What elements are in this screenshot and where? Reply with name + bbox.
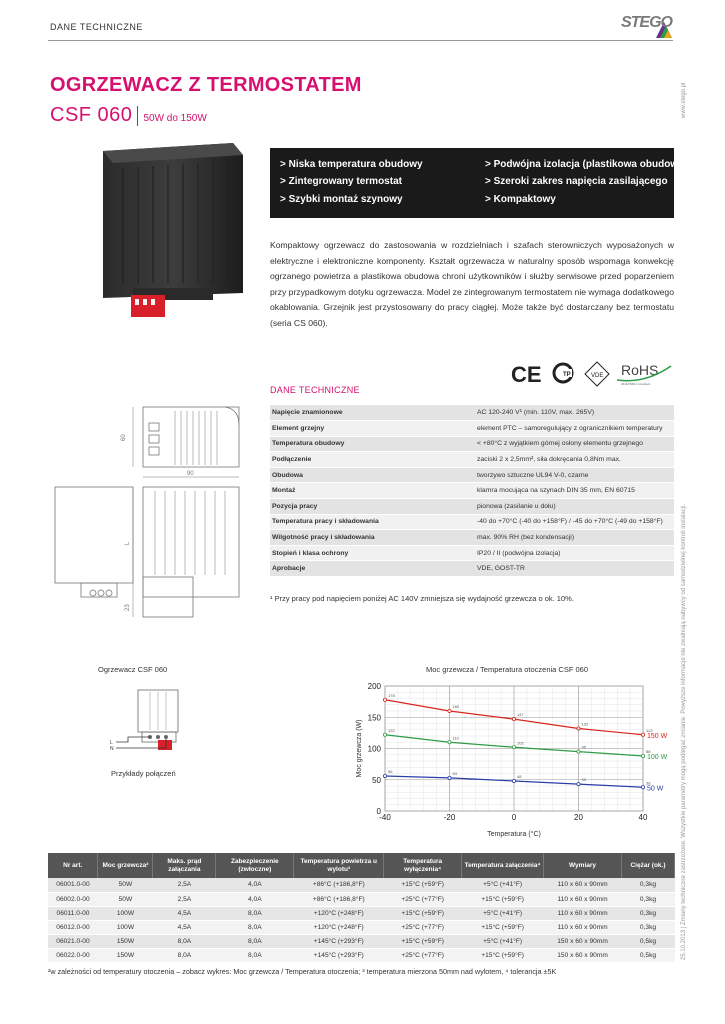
tech-value: AC 120-240 V¹ (min. 110V, max. 265V)	[475, 405, 674, 421]
y-axis-label: Moc grzewcza (W)	[356, 719, 363, 778]
table-cell: 0,3kg	[621, 892, 674, 906]
data-point	[448, 776, 451, 779]
svg-text:RoHS: RoHS	[621, 362, 659, 378]
table-cell: +86°C (+186,8°F)	[294, 878, 384, 892]
power-range: 50W do 150W	[143, 113, 207, 124]
table-cell: 2,5A	[153, 892, 216, 906]
svg-text:N: N	[110, 746, 114, 752]
y-tick-label: 200	[367, 682, 381, 691]
data-label: 48	[517, 774, 522, 779]
tech-row	[270, 452, 674, 468]
table-cell: 4,5A	[153, 906, 216, 920]
tech-key: Obudowa	[270, 467, 475, 483]
table-cell: 50W	[98, 892, 153, 906]
table-cell: +15°C (+59°F)	[384, 934, 462, 948]
tech-key: Pozycja pracy	[270, 499, 475, 515]
table-cell: 110 x 60 x 90mm	[544, 906, 622, 920]
table-cell: 2,5A	[153, 878, 216, 892]
table-cell: 8,0A	[216, 948, 294, 962]
tech-key: Napięcie znamionowe	[270, 405, 475, 421]
tech-key: Temperatura pracy i składowania	[270, 514, 475, 530]
column-header: Wymiary	[544, 853, 622, 878]
tech-value: element PTC – samoregulujący z ogranicznikiem temperatury	[475, 421, 674, 437]
tech-value: < +80°C z wyjątkiem górnej osłony elementu grzejnego	[475, 436, 674, 452]
tech-row	[270, 405, 674, 421]
table-cell: +145°C (+293°F)	[294, 934, 384, 948]
table-cell: 110 x 60 x 90mm	[544, 892, 622, 906]
chart-title: Moc grzewcza / Temperatura otoczenia CSF 060	[426, 665, 589, 674]
wiring-diagram	[108, 682, 188, 762]
tech-row	[270, 436, 674, 452]
table-cell: 0,3kg	[621, 878, 674, 892]
tech-key: Stopień i klasa ochrony	[270, 545, 475, 561]
data-point	[512, 779, 515, 782]
data-point	[383, 733, 386, 736]
power-temperature-chart	[325, 676, 675, 841]
certification-logos	[505, 358, 675, 388]
table-cell: 150 x 60 x 90mm	[544, 934, 622, 948]
column-header: Nr art.	[48, 853, 98, 878]
table-cell: +15°C (+59°F)	[384, 906, 462, 920]
page-title: OGRZEWACZ Z TERMOSTATEM	[50, 74, 362, 96]
table-cell: 110 x 60 x 90mm	[544, 878, 622, 892]
data-label: 88	[646, 749, 651, 754]
column-header: Moc grzewcza²	[98, 853, 153, 878]
tech-value: klamra mocująca na szynach DIN 35 mm, EN 60715	[475, 483, 674, 499]
table-cell: 0,5kg	[621, 948, 674, 962]
x-tick-label: 40	[638, 813, 648, 822]
table-cell: 4,5A	[153, 920, 216, 934]
y-tick-label: 0	[376, 807, 381, 816]
tech-value: zaciski 2 x 2,5mm², siła dokręcania 0,8Nm max.	[475, 452, 674, 468]
column-header: Temperatura powietrza u wylotu³	[294, 853, 384, 878]
data-label: 147	[517, 712, 524, 718]
data-label: 95	[581, 744, 586, 750]
svg-text:23: 23	[125, 604, 131, 611]
tech-row	[270, 467, 674, 483]
gost-mark-icon	[554, 364, 572, 382]
table-row	[48, 878, 675, 892]
table-cell: 8,0A	[216, 934, 294, 948]
data-point	[577, 750, 580, 753]
column-header: Maks. prąd załączania	[153, 853, 216, 878]
feature-item: > Kompaktowy	[485, 193, 556, 205]
feature-item: > Zintegrowany termostat	[280, 176, 402, 188]
data-label: 132	[581, 721, 589, 727]
x-tick-label: 0	[511, 813, 517, 822]
tech-key: Element grzejny	[270, 421, 475, 437]
data-point	[512, 746, 515, 749]
feature-item: > Szeroki zakres napięcia zasilającego	[485, 176, 668, 188]
y-tick-label: 100	[367, 744, 381, 754]
column-header: Zabezpieczenie (zwłoczne)	[216, 853, 294, 878]
svg-text:TP: TP	[563, 372, 571, 378]
data-point	[383, 774, 386, 777]
data-label: 56	[388, 769, 393, 774]
table-cell: +25°C (+77°F)	[384, 948, 462, 962]
feature-item: > Podwójna izolacja (plastikowa obudowa)	[485, 159, 687, 170]
x-tick-label: -40	[379, 813, 391, 822]
tech-row	[270, 421, 674, 437]
table-cell: +5°C (+41°F)	[462, 906, 544, 920]
table-cell: +5°C (+41°F)	[462, 878, 544, 892]
feature-box	[270, 148, 687, 218]
data-point	[383, 698, 386, 701]
table-row	[48, 892, 675, 906]
table-cell: 8,0A	[216, 920, 294, 934]
table-cell: 4,0A	[216, 892, 294, 906]
tech-key: Wilgotność pracy i składowania	[270, 530, 475, 546]
data-point	[577, 783, 580, 786]
subtitle-separator	[137, 106, 138, 126]
tech-row	[270, 561, 674, 577]
tech-key: Podłączenie	[270, 452, 475, 468]
model-name: CSF 060	[50, 104, 133, 126]
data-point	[641, 786, 644, 789]
table-cell: 06011.0-00	[48, 906, 98, 920]
svg-text:90: 90	[187, 471, 194, 477]
tech-row	[270, 530, 674, 546]
table-cell: 150W	[98, 934, 153, 948]
feature-item: > Szybki montaż szynowy	[280, 193, 403, 205]
data-point	[641, 754, 644, 757]
header-divider	[48, 40, 673, 41]
svg-text:VDE: VDE	[591, 373, 604, 379]
table-row	[48, 906, 675, 920]
data-label: 43	[581, 777, 586, 783]
column-header: Ciężar (ok.)	[621, 853, 674, 878]
table-footnote: ²w zależności od temperatury otoczenia – zobacz wykres: Moc grzewcza / Temperatura otoczenia; ³ temperatura mierzona 50mm nad wylotem, ⁴ tolerancja ±5K	[48, 967, 557, 976]
table-cell: +15°C (+59°F)	[462, 920, 544, 934]
table-cell: 06021.0-00	[48, 934, 98, 948]
data-label: 178	[388, 692, 395, 698]
x-tick-label: 20	[574, 813, 583, 822]
x-tick-label: -20	[443, 813, 456, 822]
table-cell: 100W	[98, 920, 153, 934]
product-subtitle	[50, 104, 207, 127]
table-cell: 4,0A	[216, 878, 294, 892]
column-header: Temperatura załączenia⁴	[462, 853, 544, 878]
svg-text:L: L	[110, 740, 113, 746]
data-label: 122	[388, 727, 395, 733]
data-point	[448, 709, 451, 712]
wiring-caption: Przykłady połączeń	[111, 769, 176, 778]
table-row	[48, 934, 675, 948]
table-cell: +15°C (+59°F)	[384, 878, 462, 892]
tech-value: VDE, GOST-TR	[475, 561, 674, 577]
data-label: 110	[452, 735, 459, 741]
article-table	[48, 853, 675, 963]
svg-text:L: L	[125, 541, 131, 545]
data-point	[641, 733, 644, 736]
table-cell: +120°C (+248°F)	[294, 906, 384, 920]
tech-data-table	[270, 405, 674, 577]
svg-text:60: 60	[121, 434, 127, 441]
y-tick-label: 150	[367, 713, 381, 723]
table-cell: 8,0A	[153, 934, 216, 948]
table-cell: 06022.0-00	[48, 948, 98, 962]
header-label: DANE TECHNICZNE	[50, 22, 143, 32]
tech-row	[270, 483, 674, 499]
tech-row	[270, 514, 674, 530]
series-label: 150 W	[647, 732, 668, 740]
svg-text:2011/65/EU compliant: 2011/65/EU compliant	[621, 382, 651, 386]
table-cell: 06002.0-00	[48, 892, 98, 906]
rohs-mark-icon	[617, 362, 671, 386]
table-cell: 50W	[98, 878, 153, 892]
tech-row	[270, 545, 674, 561]
table-cell: +86°C (+186,8°F)	[294, 892, 384, 906]
data-label: 122	[646, 727, 653, 733]
column-header: Temperatura wyłączenia⁴	[384, 853, 462, 878]
wiring-title: Ogrzewacz CSF 060	[98, 665, 168, 674]
data-label: 38	[646, 780, 651, 786]
data-label: 102	[517, 740, 524, 746]
table-cell: 100W	[98, 906, 153, 920]
table-cell: 8,0A	[216, 906, 294, 920]
tech-key: Montaż	[270, 483, 475, 499]
table-row	[48, 920, 675, 934]
ce-mark: CE	[511, 362, 542, 387]
tech-value: IP20 / II (podwójna izolacja)	[475, 545, 674, 561]
table-cell: 06012.0-00	[48, 920, 98, 934]
table-cell: 8,0A	[153, 948, 216, 962]
stego-logo	[604, 14, 676, 40]
table-cell: +145°C (+293°F)	[294, 948, 384, 962]
tech-key: Aprobacje	[270, 561, 475, 577]
table-cell: 0,3kg	[621, 920, 674, 934]
tech-value: pionowa (zasilanie u dołu)	[475, 499, 674, 515]
series-label: 100 W	[647, 754, 668, 761]
y-tick-label: 50	[372, 775, 381, 785]
tech-row	[270, 499, 674, 515]
data-point	[577, 727, 580, 730]
table-cell: 150W	[98, 948, 153, 962]
data-point	[448, 741, 451, 744]
data-label: 53	[452, 770, 457, 776]
tech-footnote: ¹ Przy pracy pod napięciem poniżej AC 140V zmniejsza się wydajność grzewcza o ok. 10%.	[270, 594, 574, 603]
table-cell: +120°C (+248°F)	[294, 920, 384, 934]
tech-value: max. 90% RH (bez kondensacji)	[475, 530, 674, 546]
side-website: www.stego.pl	[681, 82, 687, 118]
series-label: 50 W	[647, 785, 664, 793]
table-cell: +25°C (+77°F)	[384, 892, 462, 906]
dimension-drawing	[45, 395, 250, 635]
product-photo	[93, 133, 253, 323]
table-cell: +15°C (+59°F)	[462, 892, 544, 906]
table-cell: 110 x 60 x 90mm	[544, 920, 622, 934]
vde-mark-icon	[585, 362, 609, 386]
table-row	[48, 948, 675, 962]
table-cell: 06001.0-00	[48, 878, 98, 892]
data-point	[512, 718, 515, 721]
table-cell: +15°C (+59°F)	[462, 948, 544, 962]
data-label: 160	[452, 704, 460, 709]
table-cell: 150 x 60 x 90mm	[544, 948, 622, 962]
tech-section-title: DANE TECHNICZNE	[270, 385, 360, 395]
side-legal-note: 25.10.2013 | Zmiany techniczne zastrzeżone. Wszystkie parametry mogą podlegać zmianie. Powyższe informacje nie zwalniają nabywcy od samodzielnej kontroli instalacji.	[681, 503, 687, 960]
table-cell: +5°C (+41°F)	[462, 934, 544, 948]
tech-value: tworzywo sztuczne UL94 V-0, czarne	[475, 467, 674, 483]
tech-value: -40 do +70°C (-40 do +158°F) / -45 do +70°C (-49 do +158°F)	[475, 514, 674, 530]
table-cell: 0,5kg	[621, 934, 674, 948]
product-description: Kompaktowy ogrzewacz do zastosowania w rozdzielniach i szafach sterowniczych wyposażonych w elektryczne i elektroniczne komponenty. Kształt ogrzewacza w naturalny sposób wspomaga konwekcję ogrzanego powietrza a plastikowa obudowa chroni użytkowników i służby serwisowe przed poparzeniem przy przypadkowym dotyku ogrzewacza. Model ze zintegrowanym termostatem nie wymaga dodatkowego okablowania. Grzejnik jest przystosowany do pracy ciągłej. Może także być dostarczany bez termostatu (seria CS 060).	[270, 240, 674, 328]
tech-key: Temperatura obudowy	[270, 436, 475, 452]
feature-item: > Niska temperatura obudowy	[280, 159, 423, 170]
x-axis-label: Temperatura (°C)	[487, 831, 541, 838]
table-cell: 0,3kg	[621, 906, 674, 920]
logo-text: STEGO	[620, 14, 672, 31]
table-cell: +25°C (+77°F)	[384, 920, 462, 934]
